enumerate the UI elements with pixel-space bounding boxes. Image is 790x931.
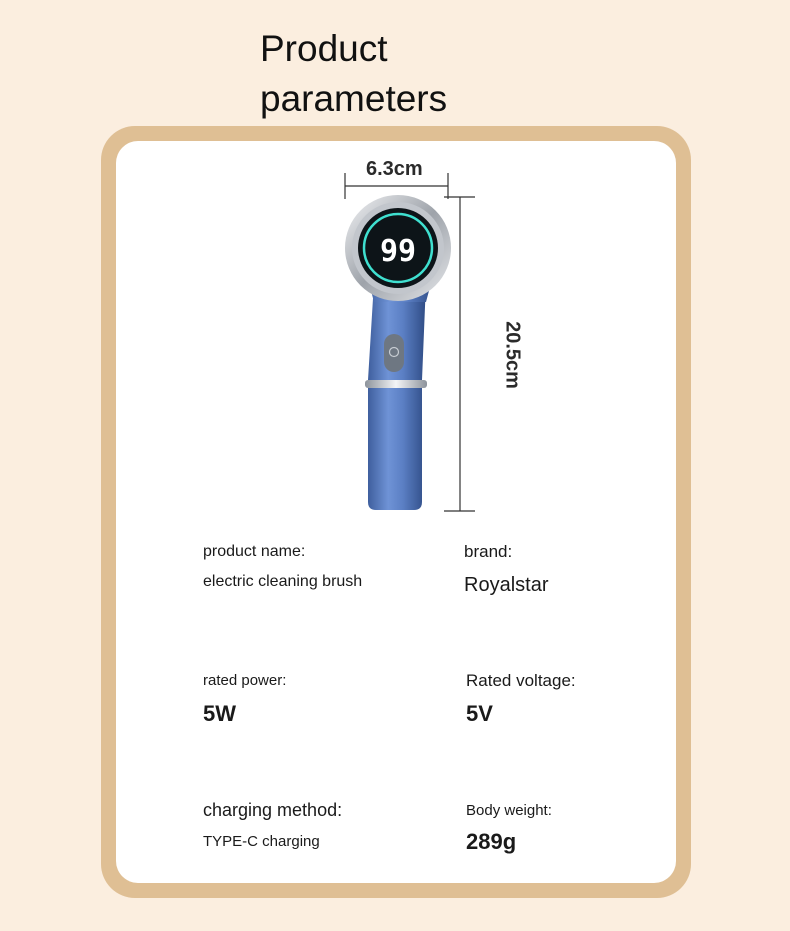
spec-product-name — [203, 543, 362, 591]
display-value: 99 — [379, 234, 417, 269]
charging-method-value: TYPE-C charging — [203, 833, 320, 850]
page-title: Product parameters — [260, 28, 448, 119]
spec-rated-voltage — [466, 671, 576, 727]
brand-value: Royalstar — [464, 574, 549, 596]
spec-brand — [464, 542, 548, 597]
product-name-label: product name: — [203, 543, 306, 560]
spec-body-weight — [466, 802, 552, 855]
width-label: 6.3cm — [366, 158, 423, 180]
spec-charging-method — [203, 800, 342, 850]
cleaning-brush-illustration — [330, 172, 480, 522]
body-weight-label: Body weight: — [466, 802, 552, 819]
product-name-value: electric cleaning brush — [203, 573, 363, 590]
rated-power-value: 5W — [203, 701, 236, 726]
body-weight-value: 289g — [466, 829, 517, 854]
handle-body — [368, 282, 426, 510]
metal-band — [365, 380, 427, 388]
charging-method-label: charging method: — [203, 800, 343, 820]
rated-power-label: rated power: — [203, 672, 287, 689]
rated-voltage-label: Rated voltage: — [466, 671, 576, 690]
rated-voltage-value: 5V — [466, 701, 493, 726]
height-label: 20.5cm — [501, 321, 524, 389]
spec-rated-power — [203, 672, 286, 727]
brand-label: brand: — [464, 542, 513, 561]
power-button — [384, 334, 404, 372]
